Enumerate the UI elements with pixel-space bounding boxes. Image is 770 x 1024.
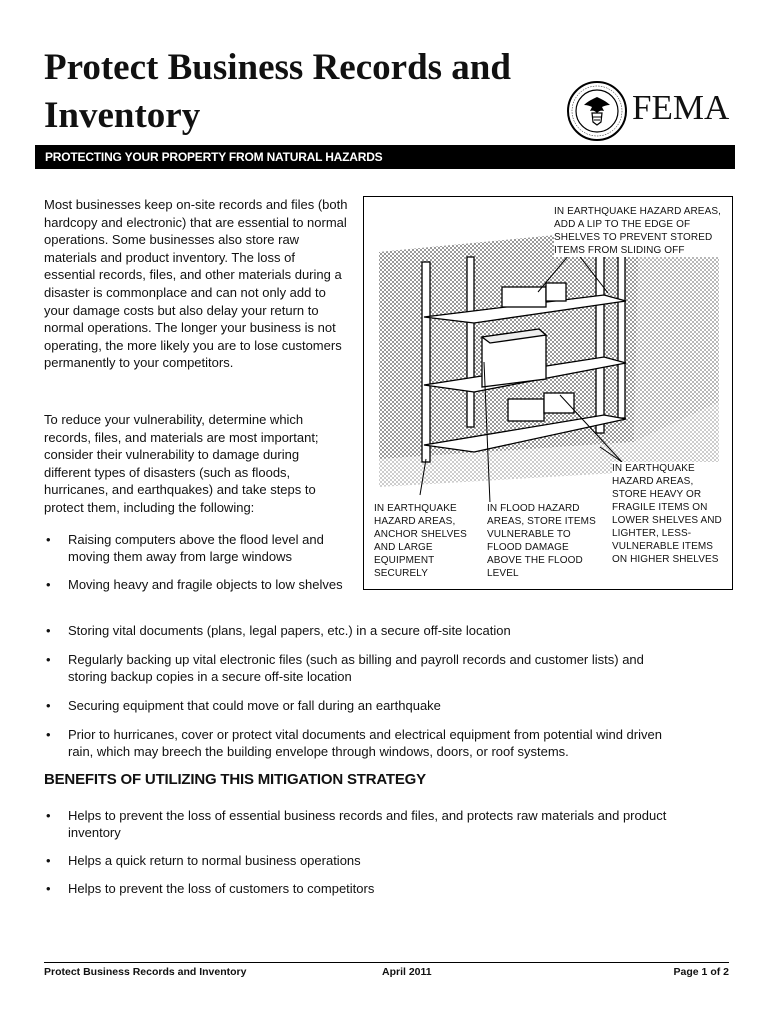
bullet-icon: • <box>46 698 51 713</box>
bullet-icon: • <box>46 881 51 896</box>
page-title <box>44 44 584 140</box>
shelving-illustration <box>363 196 733 590</box>
bullet-icon: • <box>46 532 51 547</box>
list-item: • Prior to hurricanes, cover or protect vital documents and electrical equipment from potential wind driven rain, which may breech the building envelope through windows, doors, or roof systems. <box>46 727 662 759</box>
list-item: • Helps to prevent the loss of essential business records and files, and protects raw materials and product inventory <box>46 808 667 840</box>
callout-anchor-shelves: IN EARTHQUAKE HAZARD AREAS, ANCHOR SHELVES AND LARGE EQUIPMENT SECURELY <box>374 502 479 580</box>
benefits-heading: BENEFITS OF UTILIZING THIS MITIGATION STRATEGY <box>44 771 426 788</box>
list-item: • Securing equipment that could move or fall during an earthquake <box>46 698 441 713</box>
footer-date: April 2011 <box>382 966 432 978</box>
title-line-2: Inventory <box>44 95 201 136</box>
list-item: • Helps to prevent the loss of customers to competitors <box>46 881 375 896</box>
callout-store-heavy: IN EARTHQUAKE HAZARD AREAS, STORE HEAVY OR FRAGILE ITEMS ON LOWER SHELVES AND LIGHTER, LESS-VULNERABLE ITEMS ON HIGHER SHELVES <box>612 462 730 566</box>
steps-list-narrow <box>44 531 349 593</box>
bullet-icon: • <box>46 853 51 868</box>
bullet-icon: • <box>46 652 51 667</box>
second-paragraph: To reduce your vulnerability, determine which records, files, and materials are most important; consider their vulnerability to damage during different types of disasters (such as floods, hurricanes, and earthquakes) and take steps to protect them, including the following: <box>44 412 319 515</box>
footer-title: Protect Business Records and Inventory <box>44 966 247 978</box>
footer-page-number: Page 1 of 2 <box>673 966 729 978</box>
bullet-icon: • <box>46 808 51 823</box>
list-item: • Helps a quick return to normal business operations <box>46 853 361 868</box>
bullet-icon: • <box>46 623 51 638</box>
benefits-list <box>44 807 694 897</box>
fema-logo <box>566 80 731 142</box>
fema-wordmark: FEMA <box>632 88 730 127</box>
title-line-1: Protect Business Records and <box>44 47 511 88</box>
bullet-icon: • <box>46 727 51 742</box>
list-item: • Regularly backing up vital electronic files (such as billing and payroll records and customer lists) and storing backup copies in a secure off-site location <box>46 652 644 684</box>
page-footer <box>44 962 729 979</box>
callout-flood-level: IN FLOOD HAZARD AREAS, STORE ITEMS VULNERABLE TO FLOOD DAMAGE ABOVE THE FLOOD LEVEL <box>487 502 599 580</box>
section-banner: PROTECTING YOUR PROPERTY FROM NATURAL HAZARDS <box>35 145 735 169</box>
list-item: • Moving heavy and fragile objects to low shelves <box>46 577 343 592</box>
intro-paragraph: Most businesses keep on-site records and files (both hardcopy and electronic) that are essential to normal operations. Some businesses also store raw materials and product inventory. The loss of essential records, files, and other materials during a disaster is commonplace and can not only add to your damage costs but also delay your return to normal operations. The longer your business is not operating, the more likely you are to lose customers permanently to your competitors. <box>44 197 348 371</box>
callout-add-lip: IN EARTHQUAKE HAZARD AREAS, ADD A LIP TO THE EDGE OF SHELVES TO PREVENT STORED ITEMS FROM SLIDING OFF <box>554 205 729 257</box>
bullet-icon: • <box>46 577 51 592</box>
list-item: • Storing vital documents (plans, legal papers, etc.) in a secure off-site location <box>46 623 511 638</box>
list-item: • Raising computers above the flood level and moving them away from large windows <box>46 532 324 564</box>
dhs-seal-icon <box>566 80 628 142</box>
steps-list-wide <box>44 622 684 760</box>
